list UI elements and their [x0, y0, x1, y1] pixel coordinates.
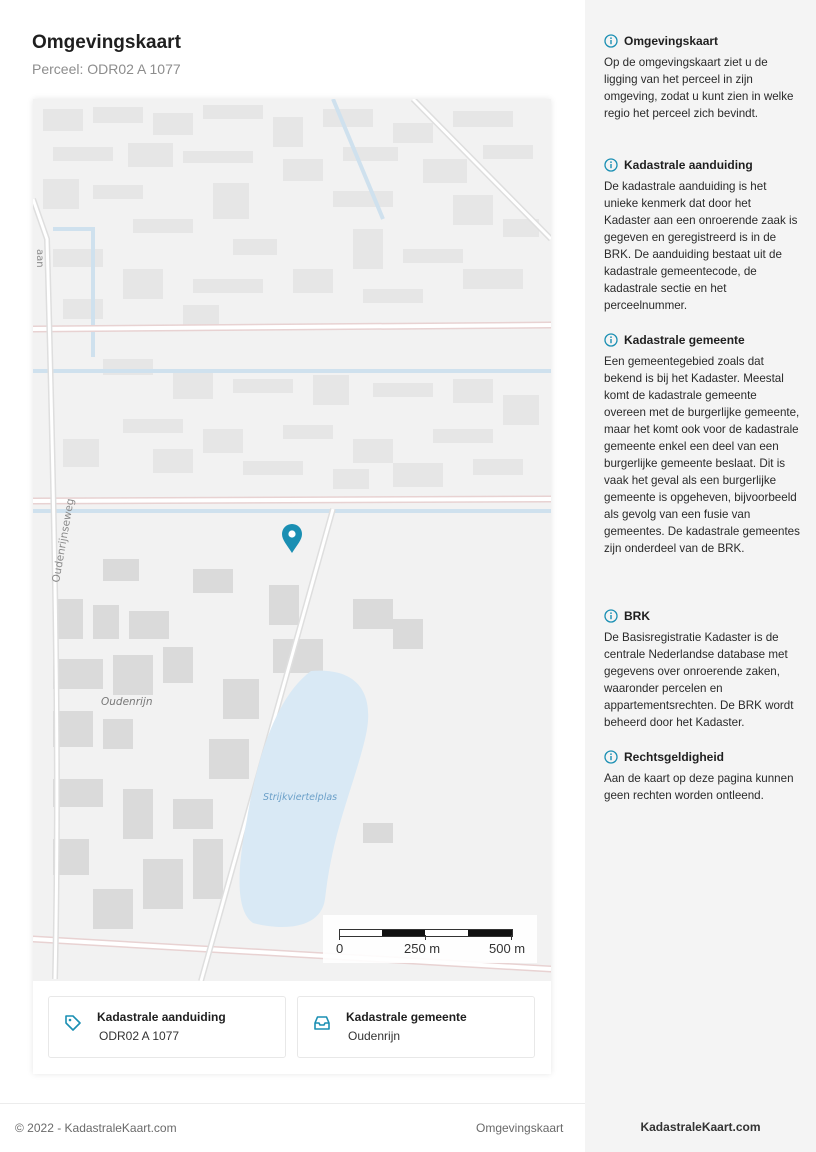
map-road-label: Oudenrijnseweg — [50, 497, 77, 584]
sidebar-section-kadastrale-aanduiding — [604, 157, 800, 314]
scale-bar — [323, 915, 537, 963]
map-road-fragment-label: aan — [34, 249, 45, 268]
page-title: Omgevingskaart — [32, 32, 181, 53]
scale-seg-1 — [382, 930, 425, 936]
scale-tick — [425, 935, 426, 940]
scale-track — [339, 929, 513, 937]
page-subtitle: Perceel: ODR02 A 1077 — [32, 61, 181, 77]
info-box-label: Kadastrale gemeente — [346, 1010, 467, 1024]
sidebar-section-title: Kadastrale gemeente — [624, 333, 745, 347]
sidebar-section-title: Rechtsgeldigheid — [624, 750, 725, 764]
info-box-value: Oudenrijn — [348, 1029, 401, 1043]
sidebar-section-text: De kadastrale aanduiding is het unieke kenmerk dat door het Kadaster aan een onroerende zaak is gegeven en geregistreerd is in de BRK. De aanduiding bestaat uit de kadastrale gemeentecode, de kadastrale sectie en het perceelnummer. — [604, 180, 798, 312]
map-canvas — [33, 99, 551, 981]
sidebar-section-text: Een gemeentegebied zoals dat bekend is bij het Kadaster. Meestal komt de kadastrale gemeente overeen met de burgerlijke gemeente, maar het komt ook voor de kadastrale gemeente enkel een deel van een burgerlijke gemeente beslaat. Dit is vaak het geval als een burgerlijke gemeente is opgeheven, bijvoorbeeld als gevolg van een fusie van gemeentes. De kadastrale gemeentes zijn onderdeel van de BRK. — [604, 355, 800, 555]
scale-tick — [339, 935, 340, 940]
scale-tick — [511, 935, 512, 940]
sidebar-section-omgevingskaart — [604, 33, 800, 122]
inbox-icon — [312, 1013, 332, 1033]
sidebar-section-title: BRK — [624, 609, 650, 623]
info-circle-icon — [604, 750, 618, 764]
scale-label-250: 250 m — [404, 941, 441, 956]
sidebar-section-title: Kadastrale aanduiding — [624, 158, 753, 172]
sidebar-section-brk — [604, 608, 800, 731]
footer-copyright: © 2022 - KadastraleKaart.com — [15, 1121, 177, 1135]
info-box-kadastrale-gemeente — [297, 996, 535, 1058]
info-circle-icon — [604, 158, 618, 172]
map-card — [33, 99, 551, 1074]
map-area-label: Oudenrijn — [101, 696, 153, 708]
info-box-label: Kadastrale aanduiding — [97, 1010, 226, 1024]
sidebar-section-text: Aan de kaart op deze pagina kunnen geen rechten worden ontleend. — [604, 772, 794, 802]
scale-seg-2 — [468, 930, 512, 936]
scale-label-500: 500 m — [489, 941, 526, 956]
scale-label-0: 0 — [336, 941, 344, 956]
info-circle-icon — [604, 333, 618, 347]
tag-icon — [63, 1013, 83, 1033]
footer-page-name: Omgevingskaart — [476, 1121, 564, 1135]
sidebar-section-title: Omgevingskaart — [624, 34, 719, 48]
sidebar-section-text: Op de omgevingskaart ziet u de ligging van het perceel in zijn omgeving, zodat u kunt zien in welke regio het perceel zich bevindt. — [604, 56, 794, 120]
info-circle-icon — [604, 609, 618, 623]
info-box-value: ODR02 A 1077 — [99, 1029, 180, 1043]
info-box-kadastrale-aanduiding — [48, 996, 286, 1058]
footer-brand[interactable]: KadastraleKaart.com — [640, 1120, 761, 1134]
sidebar-section-text: De Basisregistratie Kadaster is de centrale Nederlandse database met gegevens over onroerende zaken, waaronder percelen en appartementsrechten. De BRK wordt beheerd door het Kadaster. — [604, 631, 794, 729]
sidebar-section-rechtsgeldigheid — [604, 749, 800, 804]
info-circle-icon — [604, 34, 618, 48]
map-view[interactable] — [33, 99, 551, 981]
footer-divider — [0, 1103, 585, 1104]
map-water-label: Strijkviertelplas — [263, 792, 338, 803]
sidebar-section-kadastrale-gemeente — [604, 332, 800, 557]
